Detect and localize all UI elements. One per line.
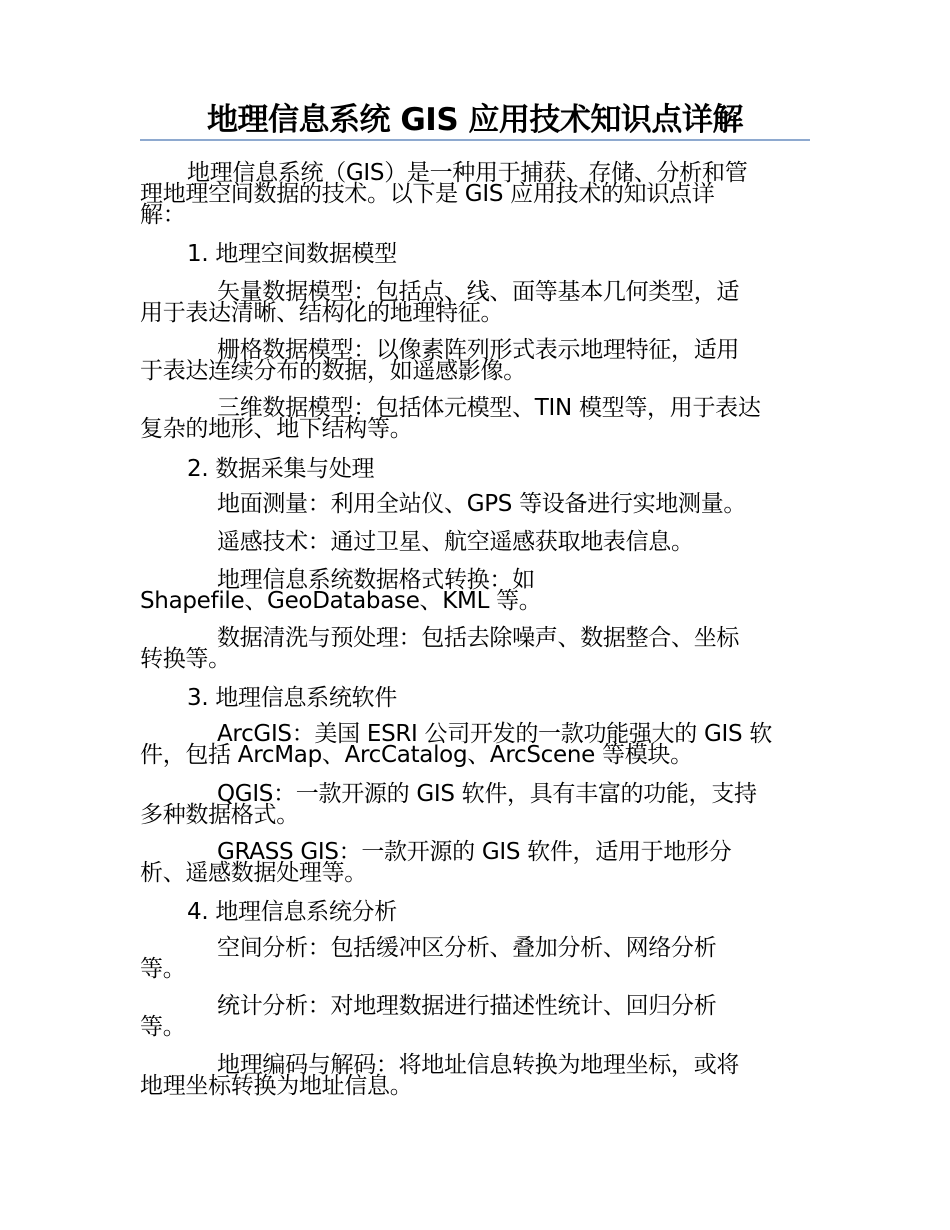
item-continuation-line: 多种数据格式。 (140, 802, 299, 828)
section-3-item-1 (140, 721, 812, 768)
item-first-line: 矢量数据模型：包括点、线、面等基本几何类型，适 (217, 279, 740, 305)
section-1-item-2 (140, 337, 812, 384)
section-heading-1: 1. 地理空间数据模型 (187, 241, 397, 267)
section-3-item-3 (140, 839, 812, 886)
item-first-line: ArcGIS：美国 ESRI 公司开发的一款功能强大的 GIS 软 (217, 721, 772, 747)
section-heading-2: 2. 数据采集与处理 (187, 456, 375, 482)
section-2-item-2 (140, 529, 812, 555)
section-4-item-2 (140, 993, 812, 1040)
intro-line: 理地理空间数据的技术。以下是 GIS 应用技术的知识点详 (140, 181, 715, 207)
section-2-item-4 (140, 625, 812, 672)
item-continuation-line: 地理坐标转换为地址信息。 (140, 1073, 413, 1099)
section-1-item-1 (140, 279, 812, 326)
document-title: 地理信息系统 GIS 应用技术知识点详解 (207, 102, 743, 138)
section-heading-3: 3. 地理信息系统软件 (187, 685, 397, 711)
item-first-line: 遥感技术：通过卫星、航空遥感获取地表信息。 (217, 529, 694, 555)
item-continuation-line: 于表达连续分布的数据，如遥感影像。 (140, 358, 526, 384)
item-first-line: 地面测量：利用全站仪、GPS 等设备进行实地测量。 (217, 491, 747, 517)
item-first-line: 数据清洗与预处理：包括去除噪声、数据整合、坐标 (217, 625, 740, 651)
item-first-line: GRASS GIS：一款开源的 GIS 软件，适用于地形分 (217, 839, 732, 865)
intro-paragraph (140, 160, 812, 228)
section-4-item-1 (140, 935, 812, 982)
item-continuation-line: 用于表达清晰、结构化的地理特征。 (140, 300, 504, 326)
item-first-line: 统计分析：对地理数据进行描述性统计、回归分析 (217, 993, 717, 1019)
item-continuation-line: 等。 (140, 1014, 186, 1040)
section-3-item-2 (140, 781, 812, 828)
section-1-item-3 (140, 395, 812, 442)
section-heading-4: 4. 地理信息系统分析 (187, 899, 397, 925)
item-continuation-line: 转换等。 (140, 646, 231, 672)
item-continuation-line: Shapefile、GeoDatabase、KML 等。 (140, 588, 542, 614)
item-continuation-line: 复杂的地形、地下结构等。 (140, 416, 413, 442)
intro-line: 地理信息系统（GIS）是一种用于捕获、存储、分析和管 (187, 160, 748, 186)
item-first-line: 栅格数据模型：以像素阵列形式表示地理特征，适用 (217, 337, 740, 363)
item-continuation-line: 析、遥感数据处理等。 (140, 860, 368, 886)
item-first-line: 地理信息系统数据格式转换：如 (217, 567, 535, 593)
title-underline (140, 139, 810, 141)
item-continuation-line: 等。 (140, 956, 186, 982)
section-2-item-1 (140, 491, 812, 517)
item-continuation-line: 件，包括 ArcMap、ArcCatalog、ArcScene 等模块。 (140, 742, 693, 768)
item-first-line: QGIS：一款开源的 GIS 软件，具有丰富的功能，支持 (217, 781, 757, 807)
section-4-item-3 (140, 1052, 812, 1099)
item-first-line: 三维数据模型：包括体元模型、TIN 模型等，用于表达 (217, 395, 761, 421)
intro-line: 解： (140, 202, 186, 228)
item-first-line: 地理编码与解码：将地址信息转换为地理坐标，或将 (217, 1052, 740, 1078)
section-2-item-3 (140, 567, 812, 614)
item-first-line: 空间分析：包括缓冲区分析、叠加分析、网络分析 (217, 935, 717, 961)
